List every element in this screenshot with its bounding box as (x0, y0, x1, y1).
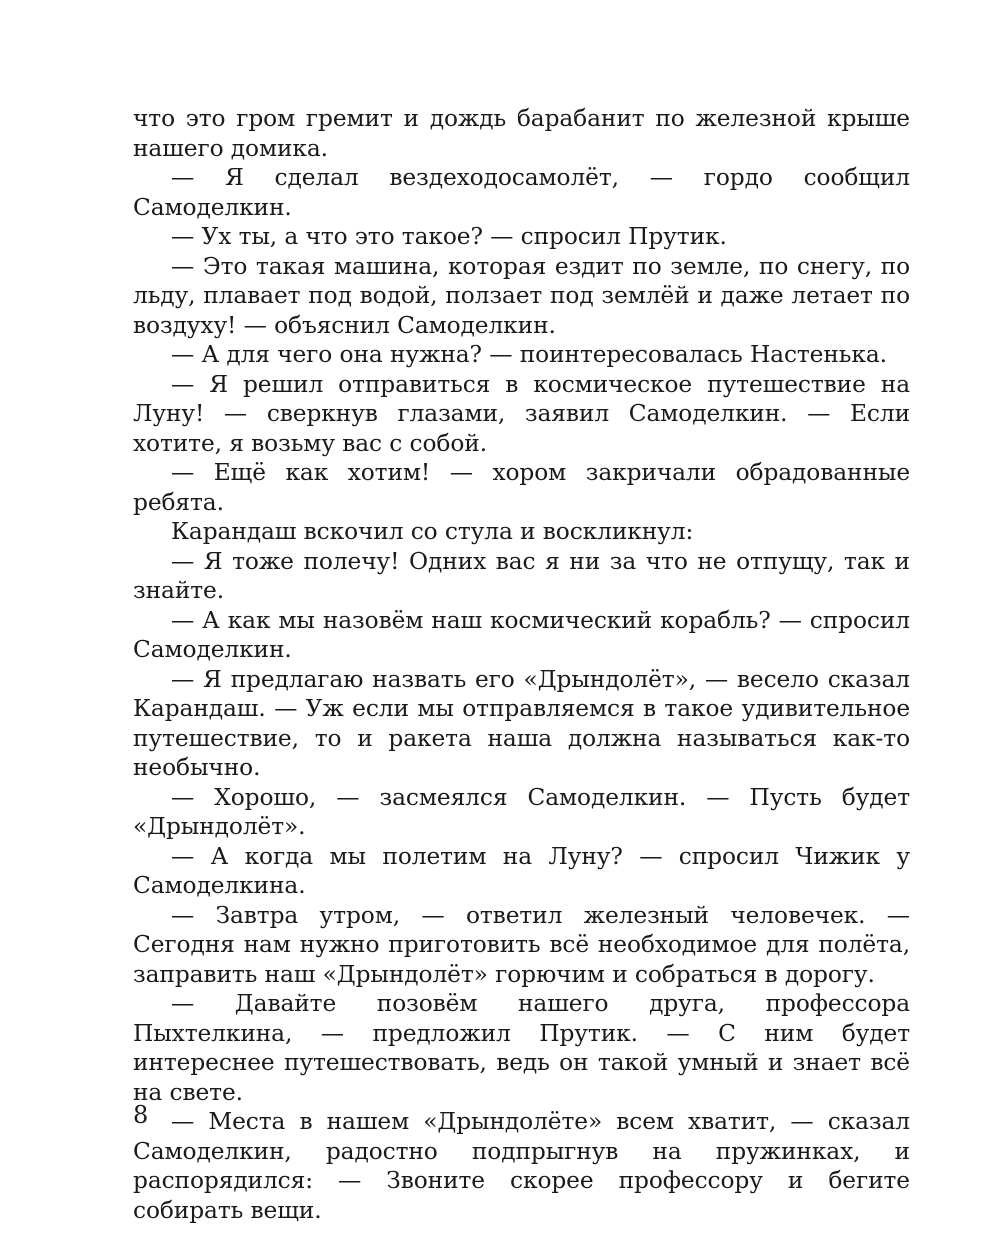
paragraph-13: — А когда мы полетим на Луну? — спросил Чижик у Самоделкина. (133, 842, 910, 899)
paragraph-5: — А для чего она нужна? — поинтересовалась Настенька. (171, 341, 887, 368)
paragraph-10: — А как мы назовём наш космический корабль? — спросил Самоделкин. (133, 606, 910, 663)
paragraph-1: что это гром гремит и дождь барабанит по железной крыше нашего домика. (133, 105, 910, 162)
paragraph-6: — Я решил отправиться в космическое путешествие на Луну! — сверкнув глазами, заявил Самоделкин. — Если хотите, я возьму вас с собой. (133, 370, 910, 457)
paragraph-8: Карандаш вскочил со стула и воскликнул: (171, 518, 694, 545)
paragraph-9: — Я тоже полечу! Одних вас я ни за что не отпущу, так и знайте. (133, 547, 910, 604)
paragraph-16: — Места в нашем «Дрындолёте» всем хватит, — сказал Самоделкин, радостно подпрыгнув на пружинках, и распорядился: — Звоните скорее профессору и бегите собирать вещи. (133, 1108, 910, 1224)
page-number: 8 (133, 1101, 149, 1129)
paragraph-14: — Завтра утром, — ответил железный человечек. — Сегодня нам нужно приготовить всё необходимое для полёта, заправить наш «Дрындолёт» горючим и собраться в дорогу. (133, 901, 910, 988)
page-body (133, 104, 910, 1225)
paragraph-4: — Это такая машина, которая ездит по земле, по снегу, по льду, плавает под водой, ползает под землёй и даже летает по воздуху! — объяснил Самоделкин. (133, 252, 910, 339)
paragraph-11: — Я предлагаю назвать его «Дрындолёт», — весело сказал Карандаш. — Уж если мы отправляемся в такое удивительное путешествие, то и ракета наша должна называться как-то необычно. (133, 665, 910, 781)
paragraph-2: — Я сделал вездеходосамолёт, — гордо сообщил Самоделкин. (133, 164, 910, 221)
paragraph-15: — Давайте позовём нашего друга, профессора Пыхтелкина, — предложил Прутик. — С ним будет интереснее путешествовать, ведь он такой умный и знает всё на свете. (133, 990, 910, 1106)
story-text (133, 104, 910, 1225)
paragraph-12: — Хорошо, — засмеялся Самоделкин. — Пусть будет «Дрындолёт». (133, 783, 910, 840)
paragraph-7: — Ещё как хотим! — хором закричали обрадованные ребята. (133, 459, 910, 516)
paragraph-3: — Ух ты, а что это такое? — спросил Прутик. (171, 223, 727, 250)
